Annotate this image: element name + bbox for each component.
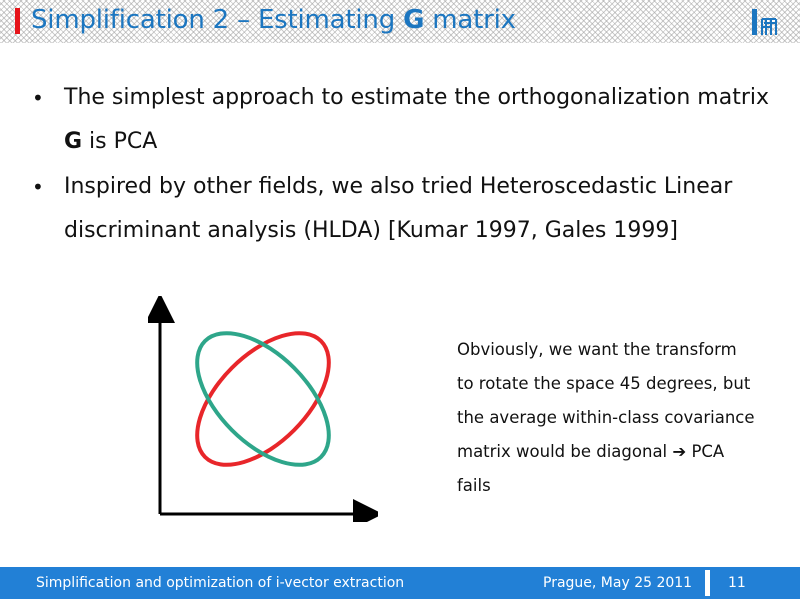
- university-logo-icon: [750, 5, 786, 39]
- footer-title: Simplification and optimization of i-vector extraction: [36, 575, 405, 591]
- title-bar: [0, 0, 800, 43]
- bullet-list: [32, 76, 782, 254]
- footer-bar: [0, 567, 800, 599]
- diagram-note: Obviously, we want the transform to rotate the space 45 degrees, but the average within-class covariance matrix would be diagonal ➔ PCA fails: [457, 340, 755, 495]
- bullet-item: • The simplest approach to estimate the orthogonalization matrix G is PCA: [32, 76, 782, 164]
- slide-title: Simplification 2 – Estimating G matrix: [31, 5, 516, 35]
- bullet-marker: •: [32, 175, 44, 199]
- green-ellipse: [174, 310, 352, 488]
- bullet-item: • Inspired by other fields, we also tried Heteroscedastic Linear discriminant analysis (HLDA) [Kumar 1997, Gales 1999]: [32, 165, 782, 253]
- page-number: 11: [728, 575, 746, 591]
- right-arrow-icon: ➔: [672, 442, 687, 461]
- red-ellipse: [174, 310, 352, 488]
- title-accent-bar: [15, 8, 20, 34]
- footer-separator: [705, 570, 710, 596]
- covariance-ellipses-diagram: [148, 296, 378, 522]
- bullet-marker: •: [32, 86, 44, 110]
- footer-date: Prague, May 25 2011: [543, 575, 693, 591]
